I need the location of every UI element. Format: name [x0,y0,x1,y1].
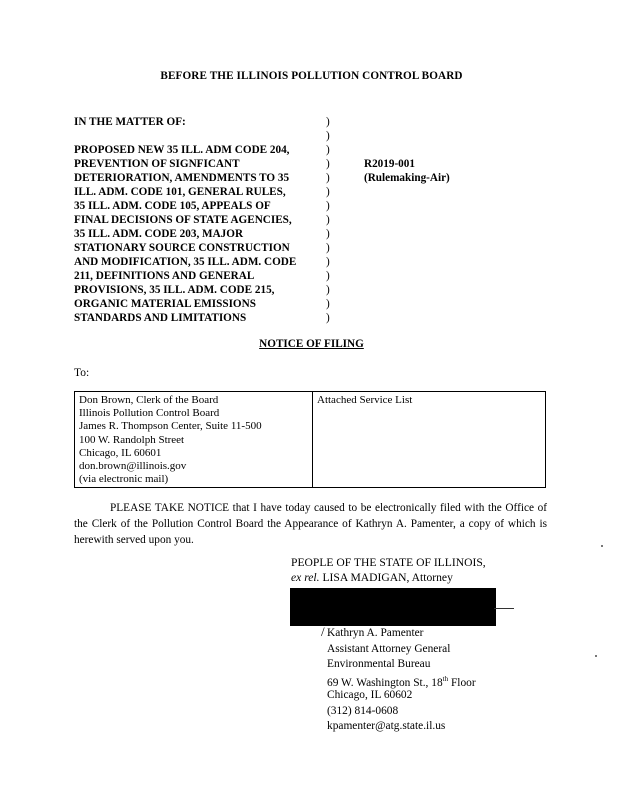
paren: ) [326,228,330,240]
caption-line: ILL. ADM. CODE 101, GENERAL RULES, [74,186,286,198]
recipient-line: Don Brown, Clerk of the Board [79,394,219,406]
case-type: (Rulemaking-Air) [364,172,450,184]
paren: ) [326,200,330,212]
caption-line: STANDARDS AND LIMITATIONS [74,312,247,324]
signature-mark: / [321,624,325,639]
paren: ) [326,116,330,128]
scan-speck [595,655,597,657]
address-suffix: Floor [448,676,476,689]
caption-line: STATIONARY SOURCE CONSTRUCTION [74,242,290,254]
caption-line: FINAL DECISIONS OF STATE AGENCIES, [74,214,292,226]
scan-speck [601,545,603,547]
paren: ) [326,298,330,310]
service-list-cell [313,392,546,488]
case-number: R2019-001 [364,158,415,170]
caption-line: PROVISIONS, 35 ILL. ADM. CODE 215, [74,284,275,296]
service-table [74,391,546,488]
caption-line: 35 ILL. ADM. CODE 203, MAJOR [74,228,244,240]
address-prefix: 69 W. Washington St., 18 [327,676,443,689]
paren: ) [326,256,330,268]
caption-line: AND MODIFICATION, 35 ILL. ADM. CODE [74,256,297,268]
signature-party: PEOPLE OF THE STATE OF ILLINOIS, [291,556,486,569]
ex-rel-prefix: ex rel. [291,571,320,584]
signatory-phone: (312) 814-0608 [327,705,399,717]
signatory-email: kpamenter@atg.state.il.us [327,720,446,732]
signatory-name: Kathryn A. Pamenter [327,627,424,639]
notice-heading: NOTICE OF FILING [259,338,364,350]
service-list-label: Attached Service List [317,394,413,406]
caption-line: IN THE MATTER OF: [74,116,186,128]
paren: ) [326,186,330,198]
paren: ) [326,312,330,324]
signatory-bureau: Environmental Bureau [327,658,431,670]
notice-body: PLEASE TAKE NOTICE that I have today caused to be electronically filed with the Office of the Clerk of the Pollution Control Board the Appearance of Kathryn A. Pamenter, a copy of which is herewith served upon you. [74,502,547,547]
paren: ) [326,130,330,142]
paren: ) [326,284,330,296]
paren: ) [326,242,330,254]
paren: ) [326,158,330,170]
address-sup: th [442,675,449,683]
paren: ) [326,172,330,184]
recipient-line: 100 W. Randolph Street [79,433,185,446]
ex-rel-name: LISA MADIGAN, Attorney [319,571,453,584]
signatory-title: Assistant Attorney General [327,643,451,655]
recipient-line: James R. Thompson Center, Suite 11-500 [79,420,262,433]
recipient-line: (via electronic mail) [79,473,169,486]
signature-stroke [494,608,514,609]
recipient-line: Chicago, IL 60601 [79,446,162,459]
paren: ) [326,270,330,282]
paren: ) [326,214,330,226]
recipient-email: don.brown@illinois.gov [79,460,187,473]
caption-line: ORGANIC MATERIAL EMISSIONS [74,298,256,310]
signature-ex-rel [291,571,453,585]
caption-line: 211, DEFINITIONS AND GENERAL [74,270,255,282]
document-title: BEFORE THE ILLINOIS POLLUTION CONTROL BOARD [160,70,463,82]
caption-line: PREVENTION OF SIGNFICANT [74,158,240,170]
caption-line: DETERIORATION, AMENDMENTS TO 35 [74,172,290,184]
caption-line: PROPOSED NEW 35 ILL. ADM CODE 204, [74,144,290,156]
recipient-line: Illinois Pollution Control Board [79,407,220,420]
caption-line: 35 ILL. ADM. CODE 105, APPEALS OF [74,200,271,212]
recipient-cell [75,392,313,488]
to-label: To: [74,367,90,379]
redaction-box [290,588,496,626]
paren: ) [326,144,330,156]
signatory-city: Chicago, IL 60602 [327,689,413,701]
